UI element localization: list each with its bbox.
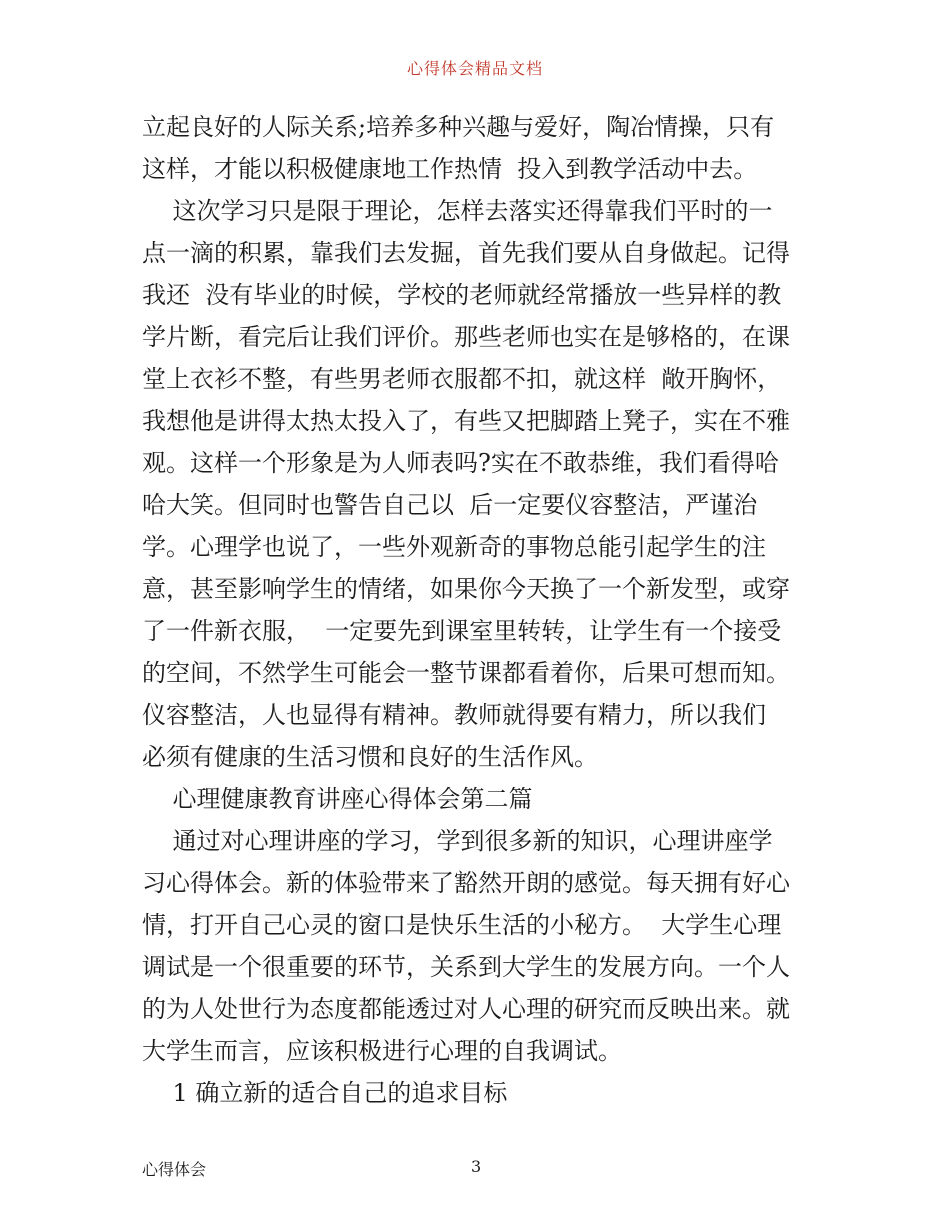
list-item-heading: 1 确立新的适合自己的追求目标 [142, 1079, 508, 1107]
section-heading: 心理健康教育讲座心得体会第二篇 [142, 785, 533, 813]
body-line: 这样，才能以积极健康地工作热情 投入到教学活动中去。 [142, 155, 758, 183]
body-line: 必须有健康的生活习惯和良好的生活作风。 [142, 743, 598, 771]
body-line: 立起良好的人际关系;培养多种兴趣与爱好，陶冶情操，只有 [142, 113, 775, 141]
body-line: 大学生而言，应该积极进行心理的自我调试。 [142, 1037, 622, 1065]
body-line: 通过对心理讲座的学习，学到很多新的知识，心理讲座学 [142, 827, 773, 855]
body-line: 了一件新衣服， 一定要先到课室里转转，让学生有一个接受 [142, 617, 782, 645]
body-line: 的空间，不然学生可能会一整节课都看着你，后果可想而知。 [142, 659, 790, 687]
body-line: 堂上衣衫不整，有些男老师衣服都不扣，就这样 敞开胸怀， [142, 365, 782, 393]
page-header-title: 心得体会精品文档 [406, 59, 543, 78]
body-line: 观。这样一个形象是为人师表吗?实在不敢恭维，我们看得哈 [142, 449, 779, 477]
body-line: 我想他是讲得太热太投入了，有些又把脚踏上凳子，实在不雅 [142, 407, 790, 435]
body-line: 我还 没有毕业的时候，学校的老师就经常播放一些异样的教 [142, 281, 782, 309]
body-line: 学片断，看完后让我们评价。那些老师也实在是够格的，在课 [142, 323, 790, 351]
body-line: 情，打开自己心灵的窗口是快乐生活的小秘方。 大学生心理 [142, 911, 782, 939]
body-line: 调试是一个很重要的环节，关系到大学生的发展方向。一个人 [142, 953, 790, 981]
body-line: 哈大笑。但同时也警告自己以 后一定要仪容整洁，严谨治 [142, 491, 758, 519]
body-line: 这次学习只是限于理论，怎样去落实还得靠我们平时的一 [142, 197, 773, 225]
body-line: 仪容整洁，人也显得有精神。教师就得要有精力，所以我们 [142, 701, 766, 729]
page-number: 3 [471, 1157, 482, 1176]
body-line: 意，甚至影响学生的情绪，如果你今天换了一个新发型，或穿 [142, 575, 790, 603]
body-line: 学。心理学也说了，一些外观新奇的事物总能引起学生的注 [142, 533, 766, 561]
body-line: 习心得体会。新的体验带来了豁然开朗的感觉。每天拥有好心 [142, 869, 790, 897]
body-line: 点一滴的积累，靠我们去发掘，首先我们要从自身做起。记得 [142, 239, 790, 267]
document-body [142, 106, 822, 1114]
footer-label: 心得体会 [142, 1160, 207, 1179]
body-line: 的为人处世行为态度都能透过对人心理的研究而反映出来。就 [142, 995, 790, 1023]
